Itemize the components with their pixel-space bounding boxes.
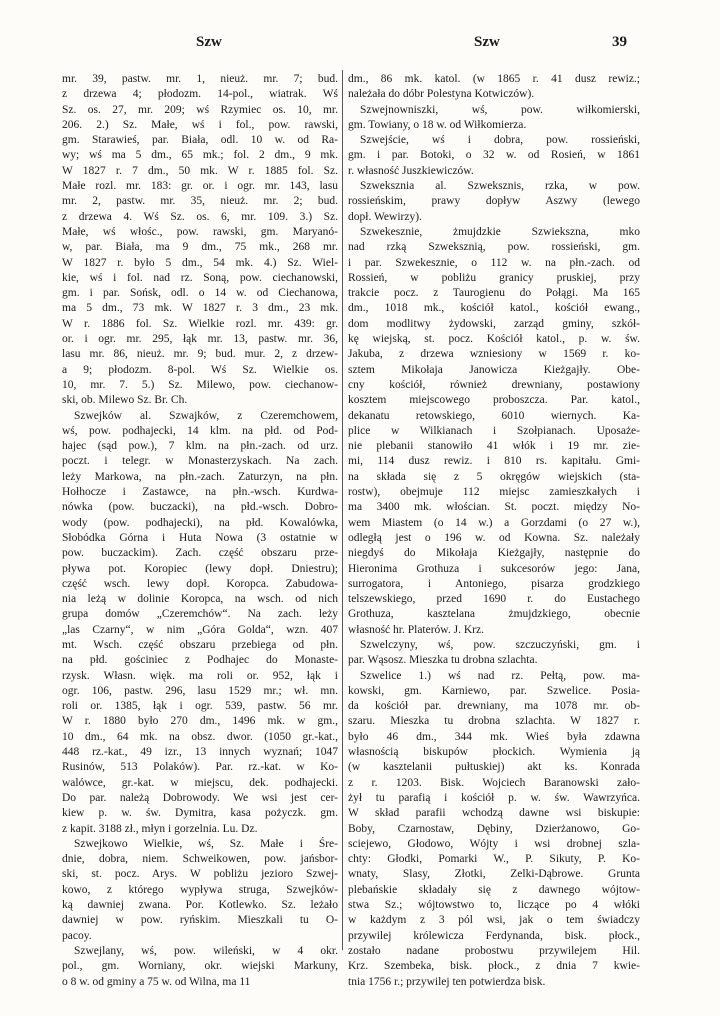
text-line: Do par. należą Dobrowody. We wsi jest cer- (62, 791, 338, 804)
text-line: dm., 1018 mk., kościół katol., kościół ewang., (348, 302, 640, 315)
text-line: gm. Starawieś, par. Biała, odl. 10 w. od Ra- (62, 134, 338, 147)
text-line: sciejewo, Głodowo, Wójty i wsi drobnej szla- (348, 837, 640, 850)
text-line: z r. 1203. Bisk. Wojciech Baranowski zało- (348, 776, 640, 789)
text-line: Szwejście, wś i dobra, pow. rossieński, (360, 134, 640, 147)
text-line: rostw), obejmuje 112 miejsc zamieszkałych i (348, 486, 640, 499)
text-line: cny kościół, również drewniany, postawiony (348, 378, 640, 391)
text-line: wy; wś ma 5 dm., 65 mk.; fol. 2 dm., 9 mk. (62, 149, 338, 162)
text-line: W 1827 r. było 5 dm., 54 mk. 4.) Sz. Wiel- (62, 256, 338, 269)
text-line: własność hr. Platerów. J. Krz. (348, 623, 484, 636)
text-line: Grothuza, kasztelana żmujdzkiego, obecnie (348, 608, 640, 621)
text-line: par. Wąsosz. Mieszka tu drobna szlachta. (348, 654, 538, 667)
column-divider (342, 70, 343, 950)
running-header (0, 34, 720, 54)
text-line: 448 rz.-kat., 49 izr., 13 innych wyznań; 1047 (62, 746, 338, 759)
text-line: dekanatu retowskiego, 6010 wiernych. Ka- (348, 409, 640, 422)
text-line: wś, pow. podhajecki, 14 klm. na płd. od Pod- (62, 424, 338, 437)
text-line: dm., 86 mk. katol. (w 1865 r. 41 dusz rewiz.; (348, 73, 640, 85)
text-line: plebańskie składały się z dawnego wójtow- (348, 883, 640, 896)
text-line: nówka (pow. buczacki), na płd.-wsch. Dobro- (62, 501, 338, 514)
text-line: dawniej w pow. ryńskim. Mieszkali tu O- (62, 914, 338, 927)
text-line: sztem Mikołaja Janowicza Kieżgajły. Obe- (348, 363, 640, 376)
text-line: o 8 w. od gminy a 75 w. od Wilna, ma 11 (62, 975, 251, 988)
text-line: Hołhocze i Zastawce, na płn.-wsch. Kurdwa- (62, 486, 338, 499)
text-line: z drzewa 4. Wś Sz. os. 6, mr. 109. 3.) Sz. (62, 210, 338, 223)
text-line: pływa pot. Koropiec (lewy dopł. Dniestru); (62, 562, 338, 575)
text-line: W 1827 r. 7 dm., 50 mk. W r. 1885 fol. Sz. (62, 164, 338, 177)
text-line: kosztem miejscowego proboszcza. Par. katol., (348, 394, 640, 407)
text-line: walówce, gr.-kat. w miejscu, dek. podhajecki. (62, 776, 338, 789)
text-line: Małe rozl. mr. 183: gr. or. i ogr. mr. 143, lasu (62, 180, 338, 193)
text-line: plice w Wilkianach i Szołpianach. Uposaże- (348, 424, 640, 437)
text-line: ski, ob. Milewo Sz. Br. Ch. (62, 394, 188, 407)
text-line: na składa się z 5 okręgów wiejskich (sta- (348, 470, 640, 483)
text-line: Szweksznia al. Szweksznis, rzka, w pow. (360, 180, 640, 193)
text-line: mr. 2, pastw. mr. 35, nieuż. mr. 2; bud. (62, 195, 338, 208)
text-line: mr. 39, pastw. mr. 1, nieuż. mr. 7; bud. (62, 73, 338, 85)
text-line: mi, 114 dusz rewiz. i 810 rs. kapitału. Gmi- (348, 455, 640, 468)
text-line: Boby, Czarnostaw, Dębiny, Dzierżanowo, Go- (348, 822, 640, 835)
text-line: w, par. Biała, ma 9 dm., 75 mk., 268 mr. (62, 241, 338, 254)
text-line: w każdym z 3 pól wsi, jak o tem świadczy (348, 914, 640, 927)
text-line: ski, st. pocz. Arys. W pobliżu jezioro Szwej- (62, 868, 338, 881)
text-line: kowo, z którego wypływa struga, Szwejków- (62, 883, 338, 896)
text-line: gm. i par. Botoki, o 32 w. od Rosień, w 1861 (348, 149, 640, 162)
text-line: niegdyś do Mikołaja Kieżgajły, następnie do (348, 547, 640, 560)
text-line: Szwekesznie, żmujdzkie Szwiekszna, mko (360, 225, 640, 238)
right-text-column (348, 72, 640, 990)
text-line: wody (pow. podhajecki), na płd. Kowalówka, (62, 516, 338, 529)
text-line: tnia 1756 r.; przywilej ten potwierdza bisk. (348, 975, 546, 988)
text-line: Szwejnowniszki, wś, pow. wiłkomierski, (360, 103, 640, 116)
text-line: W r. 1880 było 270 dm., 1496 mk. w gm., (62, 715, 338, 728)
text-line: kowski, gm. Karniewo, par. Szwelice. Posia- (348, 684, 640, 697)
text-line: hajec (sąd pow.), 7 klm. na płn.-zach. od urz. (62, 440, 338, 453)
text-line: Sz. os. 27, mr. 209; wś Rzymiec os. 10, mr. (62, 103, 338, 116)
text-line: W skład parafii wchodzą dawne wsi biskupie: (348, 807, 640, 820)
text-line: surrogatora, i Antoniego, pisarza grodzkiego (348, 577, 640, 590)
text-line: dopł. Wewirzy). (348, 210, 422, 223)
text-line: nie plebanii stanowiło 41 włók i 19 mr. zie- (348, 440, 640, 453)
text-line: pow. buczackim). Zach. część obszaru prze- (62, 547, 338, 560)
text-line: „las Czarny“, w nim „Góra Golda“, wzn. 407 (62, 623, 338, 636)
text-line: nad rzką Szweksznią, pow. rossieński, gm. (348, 241, 640, 254)
text-line: dnie, dobra, niem. Schweikowen, pow. jańsbor- (62, 853, 338, 866)
text-line: a 9; płodozm. 8-pol. Wś Sz. Wielkie os. (62, 363, 338, 376)
text-line: or. i ogr. mr. 295, łąk mr. 13, pastw. mr. 36, (62, 333, 338, 346)
text-line: grupa domów „Czeremchów“. Na zach. leży (62, 608, 338, 621)
text-line: poczt. i telegr. w Monasterzyskach. Na zach. (62, 455, 338, 468)
text-line: nia leżą w dolinie Koropca, na wsch. od nich (62, 593, 338, 606)
text-line: rossieńskim, prawy dopływ Aszwy (lewego (348, 195, 640, 208)
text-line: trakcie pocz. z Taurogienu do Połągi. Ma 165 (348, 287, 640, 300)
text-line: kie, wś i fol. nad rz. Soną, pow. ciechanowski, (62, 271, 338, 284)
text-line: wem Miastem (o 14 w.) a Gorzdami (o 27 w.), (348, 516, 640, 529)
text-line: roli or. 1385, łąk i ogr. 539, pastw. 56 mr. (62, 700, 338, 713)
text-line: da kościół par. drewniany, ma 1078 mr. ob- (348, 700, 640, 713)
text-line: odległą jest o 196 w. od Kowna. Sz. należały (348, 531, 640, 544)
text-line: gm. i par. Sońsk, odl. o 14 w. od Ciechanowa, (62, 287, 338, 300)
text-line: telszewskiego, przed 1690 r. do Eustachego (348, 593, 640, 606)
text-line: rzysk. Własn. więk. ma roli or. 952, łąk i (62, 669, 338, 682)
text-line: z drzewa 4; płodozm. 14-pol., wiatrak. Wś (62, 88, 338, 101)
text-line: ma 3400 mk. włościan. St. poczt. między No- (348, 501, 640, 514)
text-line: Hieronima Grothuza i sukcesorów jego: Jana, (348, 562, 640, 575)
text-line: leży Markowa, na płn.-zach. Zaturzyn, na płn. (62, 470, 338, 483)
text-line: z kapit. 3188 zł., młyn i gorzelnia. Lu. Dz. (62, 822, 258, 835)
text-line: wnaty, Slasy, Złotki, Zelki-Dąbrowe. Grunta (348, 868, 640, 881)
page-number: 39 (612, 34, 627, 50)
text-line: lasu mr. 86, nieuż. mr. 9; bud. mur. 2, z drzew- (62, 348, 338, 361)
text-line: ką dawniej zwana. Por. Kotlewko. Sz. leżało (62, 899, 338, 912)
text-line: było 46 dm., 344 mk. Wieś była zdawna (348, 730, 640, 743)
text-line: kę wiejską, st. pocz. Kościół katol., p. w. św. (348, 333, 640, 346)
text-line: ogr. 106, pastw. 296, lasu 1529 mr.; wł. mn. (62, 684, 338, 697)
text-line: Szwejlany, wś, pow. wileński, w 4 okr. (74, 944, 338, 957)
text-line: Szwelice 1.) wś nad rz. Pełtą, pow. ma- (360, 669, 640, 682)
text-line: ma 5 dm., 73 mk. W 1827 r. 3 dm., 23 mk. (62, 302, 338, 315)
text-line: na płd. gościniec z Podhajec do Monaste- (62, 654, 338, 667)
text-line: chty: Głodki, Pomarki W., P. Sikuty, P. Ko- (348, 853, 640, 866)
text-line: Szwelczyny, wś, pow. szczuczyński, gm. i (360, 638, 640, 651)
text-line: własnością biskupów płockich. Wymienia ją (348, 746, 640, 759)
text-line: Rossień, w pobliżu granicy pruskiej, przy (348, 271, 640, 284)
text-line: Słobódka Górna i Huta Nowa (3 ostatnie w (62, 531, 338, 544)
text-line: gm. Towiany, o 18 w. od Wiłkomierza. (348, 118, 527, 131)
text-line: należała do dóbr Polestyna Kotwiczów). (348, 88, 535, 101)
text-line: Małe, wś włośc., pow. rawski, gm. Maryanó- (62, 225, 338, 238)
header-left-guide-word: Szw (196, 34, 222, 50)
text-line: żył tu parafią i kościół p. w. św. Wawrzyńca. (348, 791, 640, 804)
text-line: mt. Wsch. część obszaru przebiega od płn. (62, 638, 338, 651)
text-line: r. własność Juszkiewiczów. (348, 164, 474, 177)
text-line: kiew p. w. św. Dymitra, kasa pożyczk. gm. (62, 807, 338, 820)
text-line: część wsch. lewy dopł. Koropca. Zabudowa- (62, 577, 338, 590)
text-line: 10, mr. 7. 5.) Sz. Milewo, pow. ciechanow- (62, 378, 338, 391)
text-line: Rusinów, 513 Polaków). Par. rz.-kat. w Ko- (62, 761, 338, 774)
left-text-column (62, 72, 338, 990)
header-center-guide-word: Szw (474, 34, 500, 50)
text-line: 206. 2.) Sz. Małe, wś i fol., pow. rawski, (62, 118, 338, 131)
text-line: dom modlitwy żydowski, zarząd gminy, szkół- (348, 317, 640, 330)
text-line: 10 dm., 64 mk. na obsz. dwor. (1050 gr.-kat., (62, 730, 338, 743)
text-line: pol., gm. Worniany, okr. wiejski Markuny, (62, 960, 338, 973)
text-line: Szwejków al. Szwajków, z Czeremchowem, (74, 409, 338, 422)
text-line: pacoy. (62, 929, 92, 942)
text-line: (w kasztelanii pułtuskiej) akt ks. Konrada (348, 761, 640, 774)
text-line: Szwejkowo Wielkie, wś, Sz. Małe i Śre- (74, 837, 338, 850)
text-line: stwa Sz.; wójtowstwo to, liczące po 4 włóki (348, 899, 640, 912)
text-line: i par. Szwekesznie, o 112 w. na płn.-zach. od (348, 256, 640, 269)
text-line: Jakuba, z drzewa wzniesiony w 1569 r. ko- (348, 348, 640, 361)
text-line: szaru. Mieszka tu drobna szlachta. W 1827 r. (348, 715, 640, 728)
text-line: zostało nadane probostwu przywilejem Hil. (348, 944, 640, 957)
text-line: W r. 1886 fol. Sz. Wielkie rozl. mr. 439: gr. (62, 317, 338, 330)
text-line: przywilej królewicza Ferdynanda, bisk. płock., (348, 929, 640, 942)
text-line: Krz. Szembeka, bisk. płock., z dnia 7 kwie- (348, 960, 640, 973)
